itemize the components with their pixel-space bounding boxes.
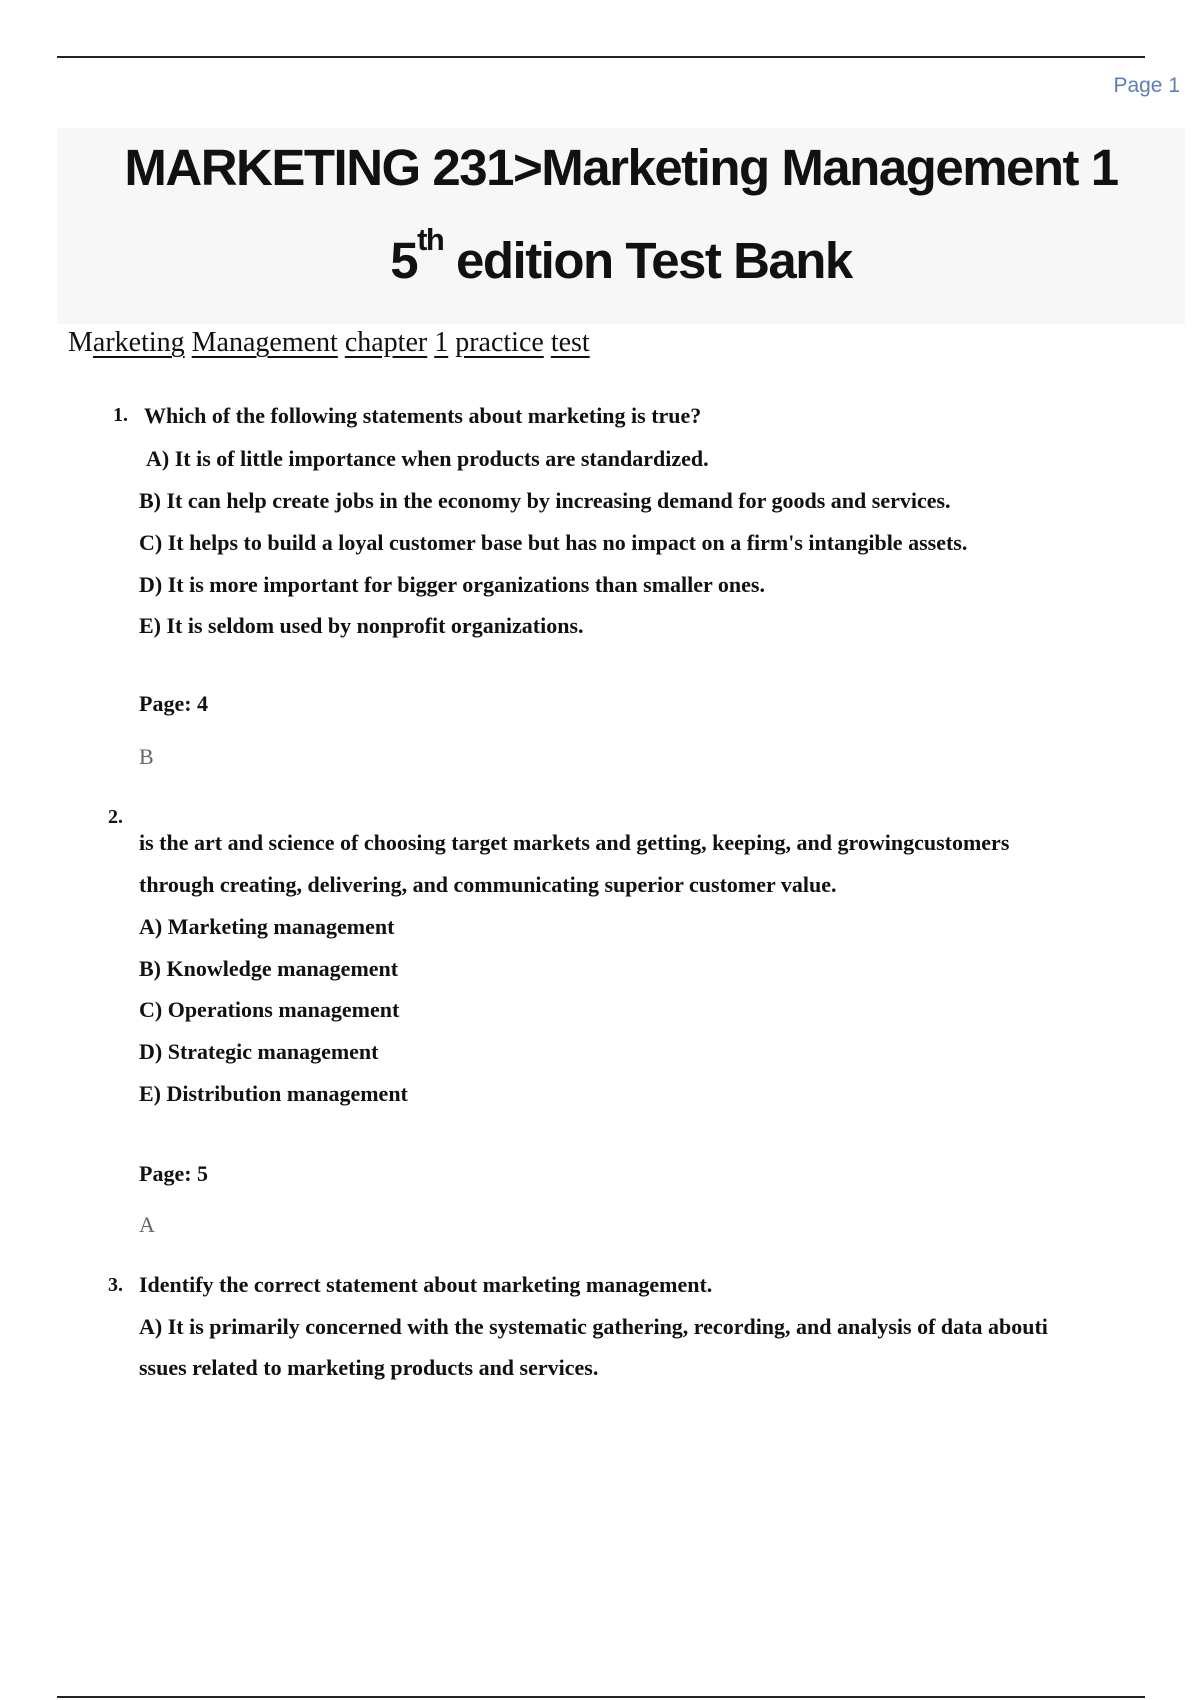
answer-option: B) It can help create jobs in the economy by increasing demand for goods and services. bbox=[139, 488, 951, 513]
answer-option: B) Knowledge management bbox=[139, 956, 399, 981]
title-banner bbox=[57, 128, 1185, 324]
heading-word: chapter bbox=[344, 327, 428, 358]
answer-option: E) It is seldom used by nonprofit organizations. bbox=[139, 613, 584, 638]
answer-option: ssues related to marketing products and services. bbox=[139, 1355, 599, 1380]
answer-option: A) It is primarily concerned with the systematic gathering, recording, and analysis of data abouti bbox=[139, 1314, 1048, 1339]
question-stem: Identify the correct statement about marketing management. bbox=[139, 1272, 713, 1297]
footer-rule bbox=[57, 1696, 1145, 1698]
page-reference: Page: 5 bbox=[139, 1161, 209, 1186]
answer-option: C) Operations management bbox=[139, 997, 400, 1022]
question-stem: is the art and science of choosing target markets and getting, keeping, and growingcustomers bbox=[139, 830, 1010, 855]
heading-word: 1 bbox=[434, 327, 449, 358]
title-edition-text: edition Test Bank bbox=[443, 232, 852, 289]
heading-word: test bbox=[550, 327, 590, 358]
answer-option: C) It helps to build a loyal customer base but has no impact on a firm's intangible assets. bbox=[139, 530, 968, 555]
page-number-label: Page 1 bbox=[1113, 74, 1180, 97]
title-edition-suffix: th bbox=[417, 222, 444, 257]
question-stem: Which of the following statements about marketing is true? bbox=[144, 403, 702, 428]
question-number: 1. bbox=[113, 404, 128, 426]
answer-option: A) Marketing management bbox=[139, 914, 395, 939]
correct-answer: B bbox=[139, 744, 154, 769]
correct-answer: A bbox=[139, 1212, 155, 1237]
answer-option: A) It is of little importance when products are standardized. bbox=[146, 446, 709, 471]
title-line-1: MARKETING 231>Marketing Management 1 bbox=[124, 139, 1118, 196]
title-edition-number: 5 bbox=[390, 232, 418, 289]
title-line-2 bbox=[57, 222, 1185, 296]
heading-word: practice bbox=[455, 327, 544, 358]
header-rule bbox=[57, 56, 1145, 58]
heading-word: arketing bbox=[92, 327, 185, 358]
question-number: 2. bbox=[108, 806, 123, 828]
answer-option: E) Distribution management bbox=[139, 1081, 408, 1106]
question-stem: through creating, delivering, and communicating superior customer value. bbox=[139, 872, 837, 897]
question-number: 3. bbox=[108, 1274, 123, 1296]
answer-option: D) Strategic management bbox=[139, 1039, 379, 1064]
heading-word: Management bbox=[191, 327, 338, 358]
section-heading bbox=[68, 327, 590, 359]
heading-initial: M bbox=[68, 327, 93, 358]
answer-option: D) It is more important for bigger organizations than smaller ones. bbox=[139, 572, 765, 597]
page-reference: Page: 4 bbox=[139, 691, 209, 716]
